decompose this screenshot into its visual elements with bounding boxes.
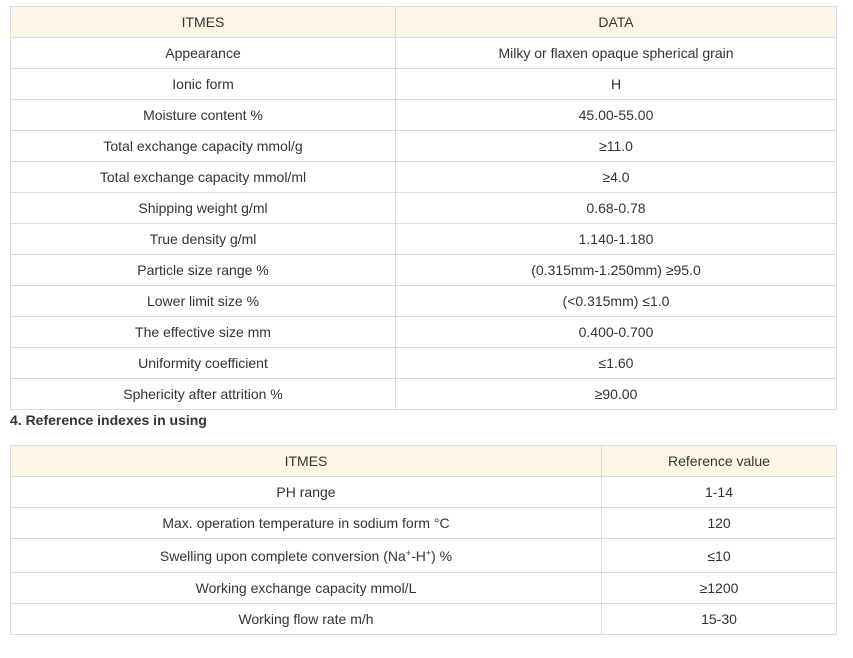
- column-header-items: ITMES: [11, 446, 602, 477]
- row-value: 120: [602, 508, 837, 539]
- row-value: 15-30: [602, 604, 837, 635]
- row-label: The effective size mm: [11, 317, 396, 348]
- row-label: Appearance: [11, 38, 396, 69]
- table-header-row: [11, 7, 837, 38]
- table-row: [11, 508, 837, 539]
- table-row: [11, 604, 837, 635]
- row-value: ≥11.0: [396, 131, 837, 162]
- table-row: [11, 69, 837, 100]
- row-label: Uniformity coefficient: [11, 348, 396, 379]
- column-header-items: ITMES: [11, 7, 396, 38]
- row-label: Total exchange capacity mmol/g: [11, 131, 396, 162]
- row-value: 0.68-0.78: [396, 193, 837, 224]
- table-row: [11, 477, 837, 508]
- table-row: [11, 317, 837, 348]
- table-row: [11, 193, 837, 224]
- row-value: ≥4.0: [396, 162, 837, 193]
- row-label: Moisture content %: [11, 100, 396, 131]
- table-row: [11, 100, 837, 131]
- row-label: Total exchange capacity mmol/ml: [11, 162, 396, 193]
- table-row: [11, 573, 837, 604]
- row-value: 45.00-55.00: [396, 100, 837, 131]
- swelling-text-2: -H: [411, 547, 426, 564]
- row-label: PH range: [11, 477, 602, 508]
- column-header-reference-value: Reference value: [602, 446, 837, 477]
- row-label: Particle size range %: [11, 255, 396, 286]
- reference-indexes-table: [10, 445, 837, 635]
- swelling-text-1: Swelling upon complete conversion (Na: [159, 547, 406, 564]
- table-row: [11, 286, 837, 317]
- row-label: True density g/ml: [11, 224, 396, 255]
- row-value: (<0.315mm) ≤1.0: [396, 286, 837, 317]
- table-row: [11, 162, 837, 193]
- row-value: H: [396, 69, 837, 100]
- row-label: Lower limit size %: [11, 286, 396, 317]
- section-heading: 4. Reference indexes in using: [10, 412, 207, 428]
- table-row: [11, 539, 837, 573]
- table-row: [11, 224, 837, 255]
- row-label: Working flow rate m/h: [11, 604, 602, 635]
- table-row: [11, 38, 837, 69]
- superscript-plus: +: [425, 547, 432, 558]
- row-label: Working exchange capacity mmol/L: [11, 573, 602, 604]
- row-label: Ionic form: [11, 69, 396, 100]
- table-row: [11, 379, 837, 410]
- table-row: [11, 131, 837, 162]
- row-value: 1.140-1.180: [396, 224, 837, 255]
- row-value: ≤1.60: [396, 348, 837, 379]
- row-value: (0.315mm-1.250mm) ≥95.0: [396, 255, 837, 286]
- row-label: Sphericity after attrition %: [11, 379, 396, 410]
- table-row: [11, 255, 837, 286]
- row-value: ≥90.00: [396, 379, 837, 410]
- row-label: Max. operation temperature in sodium form °C: [11, 508, 602, 539]
- row-label: Shipping weight g/ml: [11, 193, 396, 224]
- column-header-data: DATA: [396, 7, 837, 38]
- row-value: ≥1200: [602, 573, 837, 604]
- swelling-text-3: ) %: [431, 547, 453, 564]
- product-data-table: [10, 6, 837, 410]
- row-value: 0.400-0.700: [396, 317, 837, 348]
- superscript-plus: +: [405, 547, 412, 558]
- table-row: [11, 348, 837, 379]
- table-header-row: [11, 446, 837, 477]
- row-value: Milky or flaxen opaque spherical grain: [396, 38, 837, 69]
- row-label-swelling: [11, 539, 602, 573]
- row-value: 1-14: [602, 477, 837, 508]
- row-value: ≤10: [602, 539, 837, 573]
